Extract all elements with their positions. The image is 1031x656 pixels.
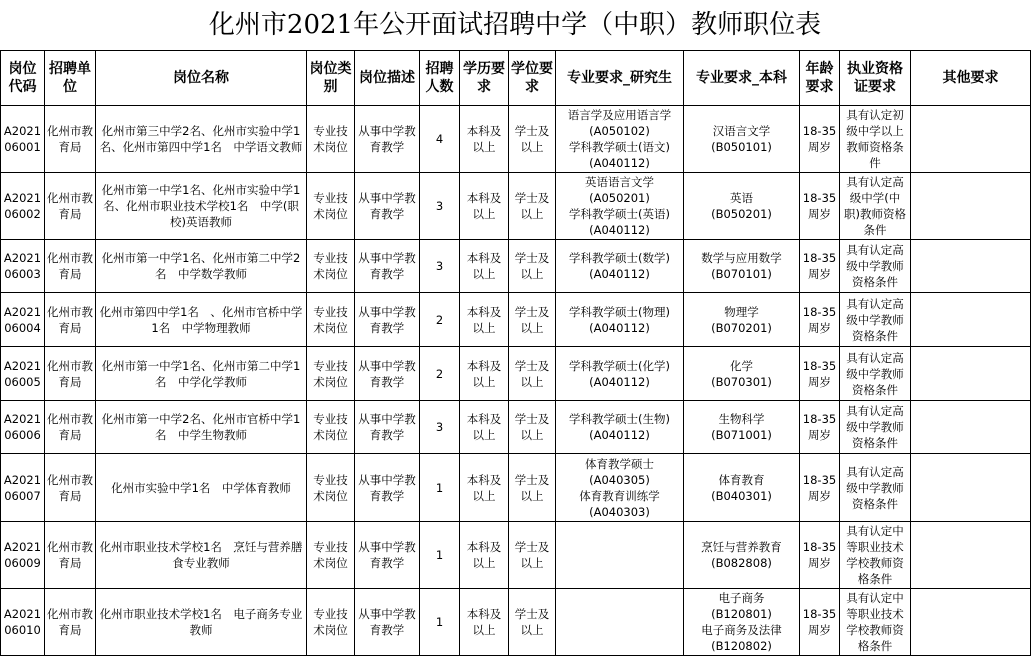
- major-ug-line: 生物科学: [718, 412, 765, 426]
- cell-category: 专业技术岗位: [307, 240, 355, 293]
- cell-cert: 具有认定高级中学教师资格条件: [840, 293, 911, 347]
- header-major-grad: 专业要求_研究生: [556, 51, 684, 106]
- cell-desc: 从事中学教育教学: [355, 106, 420, 173]
- cell-name: 化州市职业技术学校1名 电子商务专业教师: [96, 589, 307, 656]
- header-row: [1, 51, 1031, 106]
- major-ug-line: 烹饪与营养教育: [701, 540, 782, 554]
- table-row: [1, 401, 1031, 454]
- table-row: [1, 106, 1031, 173]
- cell-desc: 从事中学教育教学: [355, 589, 420, 656]
- cell-age: 18-35周岁: [800, 293, 840, 347]
- cell-category: 专业技术岗位: [307, 293, 355, 347]
- cell-name: 化州市第一中学2名、化州市官桥中学1名 中学生物教师: [96, 401, 307, 454]
- cell-major-ug: [684, 401, 800, 454]
- header-edu: 学历要求: [460, 51, 509, 106]
- cell-major-grad: [556, 589, 684, 656]
- cell-other: [911, 522, 1031, 589]
- table-row: [1, 173, 1031, 240]
- major-grad-line: (A050102): [589, 124, 650, 138]
- cell-count: 4: [420, 106, 460, 173]
- cell-category: 专业技术岗位: [307, 522, 355, 589]
- cell-major-ug: [684, 454, 800, 522]
- cell-major-grad: [556, 293, 684, 347]
- cell-other: [911, 589, 1031, 656]
- major-grad-line: 体育教育训练学: [579, 488, 660, 503]
- cell-unit: 化州市教育局: [45, 454, 96, 522]
- cell-count: 3: [420, 401, 460, 454]
- cell-degree: 学士及以上: [509, 347, 556, 401]
- major-ug-line: 英语: [730, 191, 753, 205]
- cell-count: 1: [420, 589, 460, 656]
- cell-age: 18-35周岁: [800, 106, 840, 173]
- cell-age: 18-35周岁: [800, 522, 840, 589]
- cell-unit: 化州市教育局: [45, 106, 96, 173]
- cell-code: A202106005: [1, 347, 45, 401]
- cell-major-grad: [556, 173, 684, 240]
- header-unit: 招聘单位: [45, 51, 96, 106]
- major-ug-line: (B071001): [711, 428, 772, 442]
- cell-edu: 本科及以上: [460, 454, 509, 522]
- cell-cert: 具有认定高级中学教师资格条件: [840, 240, 911, 293]
- cell-major-grad: [556, 401, 684, 454]
- cell-cert: 具有认定中等职业技术学校教师资格条件: [840, 589, 911, 656]
- cell-desc: 从事中学教育教学: [355, 240, 420, 293]
- cell-edu: 本科及以上: [460, 293, 509, 347]
- major-grad-line: 学科教学硕士(物理): [569, 304, 670, 319]
- cell-edu: 本科及以上: [460, 173, 509, 240]
- major-grad-line: 体育教学硕士: [585, 456, 654, 471]
- cell-edu: 本科及以上: [460, 589, 509, 656]
- cell-category: 专业技术岗位: [307, 401, 355, 454]
- cell-count: 3: [420, 240, 460, 293]
- cell-name: 化州市第一中学1名、化州市实验中学1名、化州市职业技术学校1名 中学(职校)英语教师: [96, 173, 307, 240]
- major-ug-line: (B082808): [711, 556, 772, 570]
- major-ug-line: (B070301): [711, 374, 772, 389]
- major-grad-line: (A040112): [589, 223, 650, 237]
- cell-major-grad: [556, 522, 684, 589]
- cell-name: 化州市第三中学2名、化州市实验中学1名、化州市第四中学1名 中学语文教师: [96, 106, 307, 173]
- cell-major-ug: [684, 240, 800, 293]
- cell-count: 2: [420, 347, 460, 401]
- major-ug-line: (B120801): [711, 607, 772, 621]
- cell-cert: 具有认定初级中学以上教师资格条件: [840, 106, 911, 173]
- cell-name: 化州市第一中学1名、化州市第二中学1名 中学化学教师: [96, 347, 307, 401]
- cell-degree: 学士及以上: [509, 522, 556, 589]
- major-ug-line: 汉语言文学: [712, 124, 771, 138]
- cell-code: A202106009: [1, 522, 45, 589]
- header-code: 岗位代码: [1, 51, 45, 106]
- cell-unit: 化州市教育局: [45, 173, 96, 240]
- cell-other: [911, 293, 1031, 347]
- cell-count: 1: [420, 454, 460, 522]
- cell-major-grad: [556, 240, 684, 293]
- cell-other: [911, 173, 1031, 240]
- cell-major-ug: [684, 106, 800, 173]
- cell-desc: 从事中学教育教学: [355, 401, 420, 454]
- major-ug-line: (B120802): [711, 639, 772, 653]
- cell-age: 18-35周岁: [800, 173, 840, 240]
- cell-major-grad: [556, 106, 684, 173]
- cell-desc: 从事中学教育教学: [355, 347, 420, 401]
- header-name: 岗位名称: [96, 51, 307, 106]
- cell-major-grad: [556, 347, 684, 401]
- cell-unit: 化州市教育局: [45, 522, 96, 589]
- cell-degree: 学士及以上: [509, 106, 556, 173]
- cell-age: 18-35周岁: [800, 589, 840, 656]
- positions-table: [0, 50, 1031, 656]
- cell-degree: 学士及以上: [509, 293, 556, 347]
- header-category: 岗位类别: [307, 51, 355, 106]
- cell-code: A202106001: [1, 106, 45, 173]
- cell-unit: 化州市教育局: [45, 347, 96, 401]
- major-grad-line: (A040112): [589, 320, 650, 335]
- cell-edu: 本科及以上: [460, 347, 509, 401]
- cell-major-grad: [556, 454, 684, 522]
- cell-age: 18-35周岁: [800, 240, 840, 293]
- major-ug-line: 物理学: [724, 304, 759, 319]
- cell-name: 化州市职业技术学校1名 烹饪与营养膳食专业教师: [96, 522, 307, 589]
- major-ug-line: (B050201): [711, 207, 772, 221]
- cell-other: [911, 401, 1031, 454]
- cell-degree: 学士及以上: [509, 589, 556, 656]
- major-grad-line: (A040112): [589, 428, 650, 442]
- cell-cert: 具有认定高级中学教师资格条件: [840, 454, 911, 522]
- cell-code: A202106010: [1, 589, 45, 656]
- major-grad-line: (A040305): [589, 472, 650, 487]
- header-major-ug: 专业要求_本科: [684, 51, 800, 106]
- table-row: [1, 347, 1031, 401]
- cell-unit: 化州市教育局: [45, 589, 96, 656]
- cell-cert: 具有认定高级中学(中职)教师资格条件: [840, 173, 911, 240]
- cell-edu: 本科及以上: [460, 401, 509, 454]
- cell-name: 化州市第一中学1名、化州市第二中学2名 中学数学教师: [96, 240, 307, 293]
- cell-major-ug: [684, 173, 800, 240]
- table-row: [1, 293, 1031, 347]
- cell-degree: 学士及以上: [509, 454, 556, 522]
- major-ug-line: (B040301): [711, 488, 772, 503]
- major-grad-line: (A050201): [589, 191, 650, 205]
- cell-category: 专业技术岗位: [307, 347, 355, 401]
- major-ug-line: (B070201): [711, 320, 772, 335]
- table-row: [1, 589, 1031, 656]
- major-ug-line: 数学与应用数学: [701, 251, 782, 265]
- header-age: 年龄要求: [800, 51, 840, 106]
- cell-category: 专业技术岗位: [307, 589, 355, 656]
- header-degree: 学位要求: [509, 51, 556, 106]
- major-grad-line: (A040112): [589, 156, 650, 170]
- cell-major-ug: [684, 293, 800, 347]
- cell-age: 18-35周岁: [800, 347, 840, 401]
- cell-degree: 学士及以上: [509, 401, 556, 454]
- major-ug-line: 体育教育: [718, 472, 765, 487]
- major-ug-line: 化学: [730, 358, 753, 373]
- cell-edu: 本科及以上: [460, 522, 509, 589]
- cell-count: 1: [420, 522, 460, 589]
- cell-degree: 学士及以上: [509, 240, 556, 293]
- cell-unit: 化州市教育局: [45, 293, 96, 347]
- cell-major-ug: [684, 522, 800, 589]
- cell-other: [911, 347, 1031, 401]
- cell-name: 化州市实验中学1名 中学体育教师: [96, 454, 307, 522]
- table-row: [1, 240, 1031, 293]
- cell-degree: 学士及以上: [509, 173, 556, 240]
- cell-count: 2: [420, 293, 460, 347]
- major-grad-line: 学科教学硕士(生物): [569, 412, 670, 426]
- cell-unit: 化州市教育局: [45, 401, 96, 454]
- cell-other: [911, 240, 1031, 293]
- header-count: 招聘人数: [420, 51, 460, 106]
- cell-age: 18-35周岁: [800, 454, 840, 522]
- cell-desc: 从事中学教育教学: [355, 522, 420, 589]
- major-grad-line: 英语语言文学: [585, 175, 654, 189]
- table-row: [1, 454, 1031, 522]
- cell-code: A202106002: [1, 173, 45, 240]
- header-desc: 岗位描述: [355, 51, 420, 106]
- major-grad-line: 学科教学硕士(数学): [569, 251, 670, 265]
- major-grad-line: 学科教学硕士(英语): [569, 207, 670, 221]
- cell-cert: 具有认定中等职业技术学校教师资格条件: [840, 522, 911, 589]
- table-row: [1, 522, 1031, 589]
- cell-edu: 本科及以上: [460, 240, 509, 293]
- cell-unit: 化州市教育局: [45, 240, 96, 293]
- cell-cert: 具有认定高级中学教师资格条件: [840, 401, 911, 454]
- cell-code: A202106004: [1, 293, 45, 347]
- major-ug-line: 电子商务: [718, 591, 765, 605]
- cell-other: [911, 454, 1031, 522]
- cell-cert: 具有认定高级中学教师资格条件: [840, 347, 911, 401]
- cell-major-ug: [684, 347, 800, 401]
- cell-code: A202106007: [1, 454, 45, 522]
- cell-other: [911, 106, 1031, 173]
- cell-code: A202106006: [1, 401, 45, 454]
- major-grad-line: (A040112): [589, 374, 650, 389]
- cell-code: A202106003: [1, 240, 45, 293]
- cell-count: 3: [420, 173, 460, 240]
- major-grad-line: 学科教学硕士(化学): [569, 358, 670, 373]
- cell-age: 18-35周岁: [800, 401, 840, 454]
- major-ug-line: (B070101): [711, 267, 772, 281]
- header-cert: 执业资格证要求: [840, 51, 911, 106]
- major-grad-line: (A040112): [589, 267, 650, 281]
- major-ug-line: 电子商务及法律: [701, 623, 782, 637]
- major-ug-line: (B050101): [711, 140, 772, 154]
- cell-category: 专业技术岗位: [307, 454, 355, 522]
- page-title: 化州市2021年公开面试招聘中学（中职）教师职位表: [208, 10, 822, 40]
- cell-category: 专业技术岗位: [307, 106, 355, 173]
- header-other: 其他要求: [911, 51, 1031, 106]
- cell-major-ug: [684, 589, 800, 656]
- cell-desc: 从事中学教育教学: [355, 454, 420, 522]
- major-grad-line: (A040303): [589, 504, 650, 519]
- cell-desc: 从事中学教育教学: [355, 173, 420, 240]
- major-grad-line: 学科教学硕士(语文): [569, 140, 670, 154]
- cell-edu: 本科及以上: [460, 106, 509, 173]
- cell-desc: 从事中学教育教学: [355, 293, 420, 347]
- cell-category: 专业技术岗位: [307, 173, 355, 240]
- cell-name: 化州市第四中学1名 、化州市官桥中学1名 中学物理教师: [96, 293, 307, 347]
- major-grad-line: 语言学及应用语言学: [567, 108, 672, 122]
